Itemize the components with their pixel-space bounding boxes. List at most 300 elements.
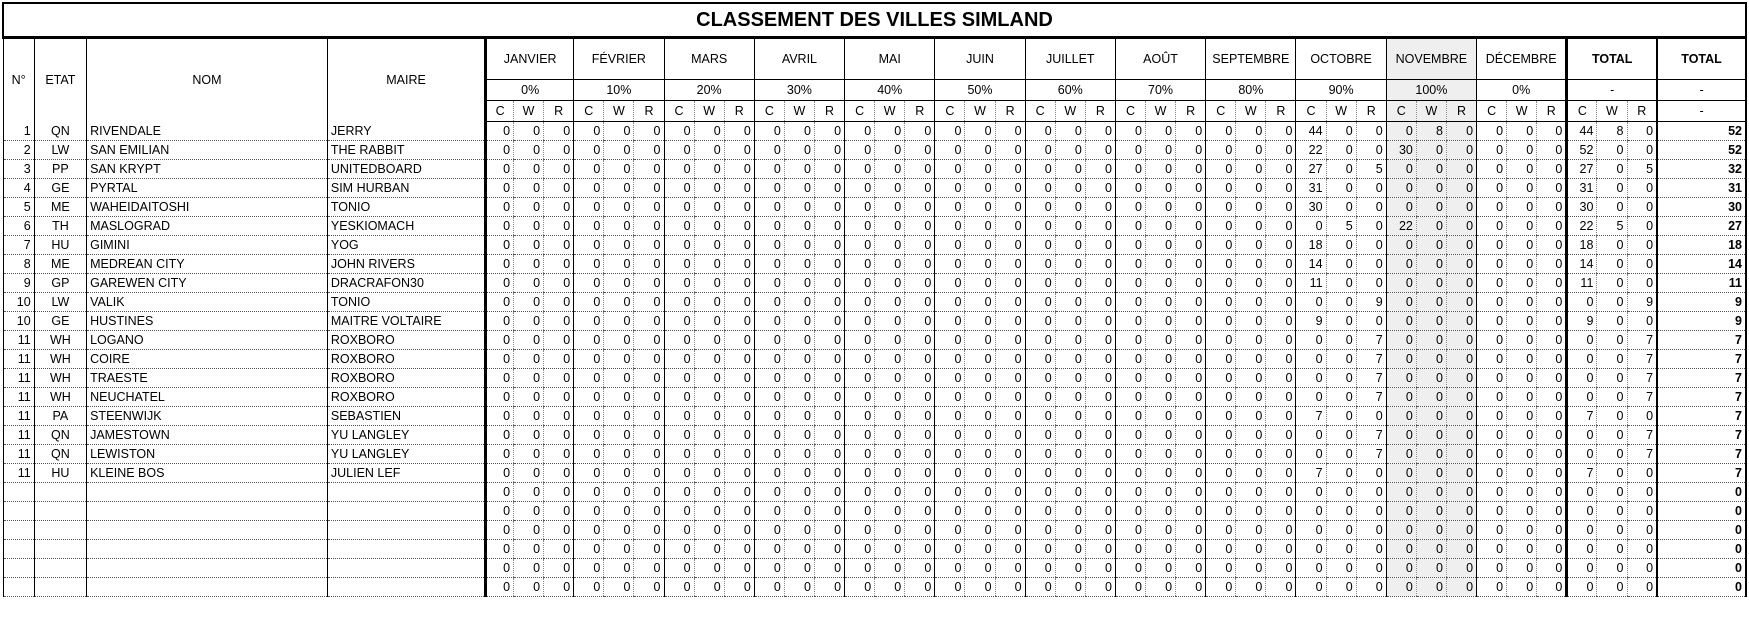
row-nom: MEDREAN CITY xyxy=(87,255,328,274)
month-value: 0 xyxy=(1115,217,1145,236)
month-value: 0 xyxy=(1477,274,1507,293)
month-value: 0 xyxy=(694,179,724,198)
month-value: 0 xyxy=(514,445,544,464)
month-value: 0 xyxy=(724,578,754,597)
month-value: 0 xyxy=(1296,559,1326,578)
month-value: 0 xyxy=(965,483,995,502)
row-nom: COIRE xyxy=(87,350,328,369)
row-maire: YU LANGLEY xyxy=(327,426,485,445)
month-value: 0 xyxy=(784,464,814,483)
month-value: 0 xyxy=(1266,483,1296,502)
month-value: 0 xyxy=(604,312,634,331)
month-percent: 10% xyxy=(574,80,664,101)
month-value: 0 xyxy=(1296,445,1326,464)
month-value: 0 xyxy=(1416,407,1446,426)
month-value: 0 xyxy=(634,407,664,426)
month-value: 0 xyxy=(664,502,694,521)
month-value: 0 xyxy=(694,198,724,217)
row-etat: WH xyxy=(34,350,86,369)
row-maire: SEBASTIEN xyxy=(327,407,485,426)
month-value: 0 xyxy=(995,407,1025,426)
month-value: 0 xyxy=(664,293,694,312)
month-value: 0 xyxy=(544,445,574,464)
month-value: 0 xyxy=(1115,445,1145,464)
month-value: 0 xyxy=(875,274,905,293)
month-value: 0 xyxy=(1206,122,1236,141)
table-row xyxy=(3,445,1746,464)
month-value: 0 xyxy=(905,578,935,597)
month-value: 0 xyxy=(1176,578,1206,597)
month-value: 0 xyxy=(664,464,694,483)
month-value: 0 xyxy=(1386,540,1416,559)
row-maire: DRACRAFON30 xyxy=(327,274,485,293)
month-value: 0 xyxy=(1085,350,1115,369)
month-value: 7 xyxy=(1356,445,1386,464)
month-value: 0 xyxy=(1386,312,1416,331)
month-value: 0 xyxy=(1477,160,1507,179)
row-maire: YOG xyxy=(327,236,485,255)
month-value: 0 xyxy=(1416,426,1446,445)
month-value: 0 xyxy=(694,293,724,312)
sub-header-w: W xyxy=(1236,101,1266,122)
month-value: 0 xyxy=(1446,502,1476,521)
month-value: 0 xyxy=(1055,502,1085,521)
month-value: 0 xyxy=(814,540,844,559)
month-value: 0 xyxy=(514,179,544,198)
total-value-w: 0 xyxy=(1597,293,1627,312)
month-value: 0 xyxy=(724,122,754,141)
row-maire: YU LANGLEY xyxy=(327,445,485,464)
month-value: 0 xyxy=(544,464,574,483)
month-value: 0 xyxy=(604,293,634,312)
month-value: 0 xyxy=(694,369,724,388)
month-value: 0 xyxy=(1025,540,1055,559)
month-value: 0 xyxy=(1537,160,1567,179)
month-value: 0 xyxy=(604,540,634,559)
month-value: 0 xyxy=(1266,141,1296,160)
month-value: 0 xyxy=(754,502,784,521)
total-value: 9 xyxy=(1657,312,1746,331)
month-value: 0 xyxy=(486,160,514,179)
month-value: 0 xyxy=(486,464,514,483)
month-value: 0 xyxy=(935,578,965,597)
month-value: 0 xyxy=(1356,521,1386,540)
month-value: 0 xyxy=(1356,141,1386,160)
row-etat: WH xyxy=(34,331,86,350)
total-value-w: 0 xyxy=(1597,255,1627,274)
table-row xyxy=(3,521,1746,540)
month-value: 0 xyxy=(1537,179,1567,198)
sub-header-r: R xyxy=(544,101,574,122)
month-value: 0 xyxy=(935,521,965,540)
month-value: 0 xyxy=(1025,122,1055,141)
month-value: 0 xyxy=(1416,464,1446,483)
month-value: 0 xyxy=(875,331,905,350)
month-value: 0 xyxy=(544,426,574,445)
sub-header-c: C xyxy=(1296,101,1326,122)
total-value-c: 0 xyxy=(1567,445,1597,464)
row-etat xyxy=(34,521,86,540)
month-value: 0 xyxy=(634,502,664,521)
month-value: 0 xyxy=(1266,122,1296,141)
month-value: 0 xyxy=(1055,141,1085,160)
row-etat: QN xyxy=(34,445,86,464)
total-value: 7 xyxy=(1657,388,1746,407)
month-value: 0 xyxy=(1206,445,1236,464)
month-value: 0 xyxy=(1296,350,1326,369)
month-value: 0 xyxy=(875,141,905,160)
month-value: 0 xyxy=(965,122,995,141)
month-value: 0 xyxy=(995,350,1025,369)
month-value: 0 xyxy=(694,255,724,274)
month-value: 7 xyxy=(1296,464,1326,483)
month-value: 0 xyxy=(1115,255,1145,274)
month-value: 0 xyxy=(634,369,664,388)
month-value: 0 xyxy=(965,236,995,255)
month-value: 0 xyxy=(1326,369,1356,388)
month-value: 0 xyxy=(1266,312,1296,331)
total-value-w: 0 xyxy=(1597,179,1627,198)
month-value: 0 xyxy=(634,179,664,198)
month-value: 0 xyxy=(1477,331,1507,350)
month-value: 0 xyxy=(574,426,604,445)
month-percent: 50% xyxy=(935,80,1025,101)
month-value: 0 xyxy=(875,236,905,255)
month-value: 0 xyxy=(1025,236,1055,255)
table-row xyxy=(3,141,1746,160)
total-value-c: 27 xyxy=(1567,160,1597,179)
month-value: 0 xyxy=(905,293,935,312)
month-value: 0 xyxy=(514,559,544,578)
month-value: 0 xyxy=(1296,369,1326,388)
month-value: 0 xyxy=(965,274,995,293)
month-value: 0 xyxy=(604,464,634,483)
month-value: 0 xyxy=(875,559,905,578)
month-percent: 100% xyxy=(1386,80,1476,101)
month-value: 0 xyxy=(724,464,754,483)
month-value: 0 xyxy=(905,369,935,388)
month-value: 0 xyxy=(1025,160,1055,179)
month-value: 0 xyxy=(754,445,784,464)
month-value: 0 xyxy=(1025,464,1055,483)
month-value: 0 xyxy=(574,578,604,597)
month-value: 0 xyxy=(1055,312,1085,331)
row-num: 11 xyxy=(3,331,34,350)
month-value: 0 xyxy=(1477,483,1507,502)
month-value: 0 xyxy=(664,350,694,369)
month-value: 0 xyxy=(486,312,514,331)
row-maire: SIM HURBAN xyxy=(327,179,485,198)
month-value: 0 xyxy=(905,236,935,255)
month-value: 0 xyxy=(1206,483,1236,502)
month-value: 0 xyxy=(1085,179,1115,198)
month-value: 0 xyxy=(1266,388,1296,407)
month-value: 0 xyxy=(814,217,844,236)
month-value: 0 xyxy=(1356,179,1386,198)
month-value: 0 xyxy=(1206,236,1236,255)
month-header: JANVIER xyxy=(486,38,574,80)
sub-header-c: C xyxy=(486,101,514,122)
month-value: 0 xyxy=(1326,179,1356,198)
sub-header-r: R xyxy=(1176,101,1206,122)
month-value: 0 xyxy=(1416,236,1446,255)
month-value: 0 xyxy=(784,483,814,502)
month-value: 0 xyxy=(1085,160,1115,179)
month-value: 22 xyxy=(1386,217,1416,236)
month-value: 0 xyxy=(905,312,935,331)
month-value: 0 xyxy=(604,236,634,255)
month-value: 0 xyxy=(664,141,694,160)
month-value: 0 xyxy=(995,141,1025,160)
total-value-r: 0 xyxy=(1627,559,1657,578)
month-value: 0 xyxy=(1176,255,1206,274)
month-value: 18 xyxy=(1296,236,1326,255)
month-value: 0 xyxy=(1296,483,1326,502)
month-value: 0 xyxy=(1025,578,1055,597)
month-value: 0 xyxy=(1477,350,1507,369)
month-value: 0 xyxy=(544,255,574,274)
month-percent: 20% xyxy=(664,80,754,101)
month-value: 0 xyxy=(784,388,814,407)
month-value: 0 xyxy=(574,350,604,369)
month-value: 0 xyxy=(694,540,724,559)
row-etat: PA xyxy=(34,407,86,426)
sub-header-r: R xyxy=(814,101,844,122)
total-value: 11 xyxy=(1657,274,1746,293)
month-value: 0 xyxy=(1477,312,1507,331)
total-value-r: 0 xyxy=(1627,464,1657,483)
month-value: 0 xyxy=(664,255,694,274)
month-value: 0 xyxy=(1416,559,1446,578)
month-value: 0 xyxy=(1085,141,1115,160)
month-value: 0 xyxy=(1296,217,1326,236)
month-value: 0 xyxy=(664,540,694,559)
table-row xyxy=(3,255,1746,274)
month-value: 0 xyxy=(1025,445,1055,464)
month-value: 0 xyxy=(724,350,754,369)
month-value: 0 xyxy=(1537,141,1567,160)
month-value: 0 xyxy=(754,179,784,198)
month-value: 0 xyxy=(814,141,844,160)
month-value: 0 xyxy=(1266,217,1296,236)
month-value: 0 xyxy=(1507,255,1537,274)
row-etat: ME xyxy=(34,198,86,217)
month-value: 0 xyxy=(1507,122,1537,141)
month-value: 0 xyxy=(1386,407,1416,426)
month-value: 0 xyxy=(1055,369,1085,388)
month-header: FÉVRIER xyxy=(574,38,664,80)
sub-header-c: C xyxy=(1477,101,1507,122)
sub-header-w: W xyxy=(875,101,905,122)
month-value: 0 xyxy=(1416,369,1446,388)
month-header: JUILLET xyxy=(1025,38,1115,80)
total-value: 7 xyxy=(1657,426,1746,445)
month-value: 0 xyxy=(1085,388,1115,407)
month-value: 0 xyxy=(604,331,634,350)
month-value: 0 xyxy=(965,464,995,483)
total-value-w: 0 xyxy=(1597,141,1627,160)
month-value: 0 xyxy=(814,293,844,312)
month-value: 0 xyxy=(664,198,694,217)
month-value: 0 xyxy=(965,407,995,426)
sub-header-c: C xyxy=(754,101,784,122)
month-value: 0 xyxy=(1446,521,1476,540)
month-value: 7 xyxy=(1296,407,1326,426)
month-value: 0 xyxy=(1266,578,1296,597)
header-nom: NOM xyxy=(87,38,328,122)
month-value: 0 xyxy=(1176,445,1206,464)
row-maire: MAITRE VOLTAIRE xyxy=(327,312,485,331)
month-value: 0 xyxy=(1206,179,1236,198)
month-value: 0 xyxy=(995,236,1025,255)
month-value: 0 xyxy=(1085,407,1115,426)
row-maire xyxy=(327,483,485,502)
month-value: 0 xyxy=(1206,293,1236,312)
month-value: 0 xyxy=(875,122,905,141)
month-value: 0 xyxy=(845,483,875,502)
month-value: 0 xyxy=(1176,464,1206,483)
month-value: 0 xyxy=(486,217,514,236)
month-value: 0 xyxy=(1176,559,1206,578)
month-value: 0 xyxy=(664,369,694,388)
row-num: 6 xyxy=(3,217,34,236)
month-value: 0 xyxy=(1326,521,1356,540)
month-value: 0 xyxy=(1446,122,1476,141)
month-value: 0 xyxy=(814,312,844,331)
month-value: 0 xyxy=(965,141,995,160)
total-value-r: 7 xyxy=(1627,445,1657,464)
total-value: 52 xyxy=(1657,141,1746,160)
month-value: 0 xyxy=(935,407,965,426)
month-value: 0 xyxy=(1507,407,1537,426)
total-value-c: 0 xyxy=(1567,293,1597,312)
month-value: 0 xyxy=(845,198,875,217)
month-value: 0 xyxy=(1055,255,1085,274)
month-value: 0 xyxy=(905,217,935,236)
month-value: 0 xyxy=(784,236,814,255)
month-value: 0 xyxy=(1356,312,1386,331)
total-value-r: 0 xyxy=(1627,122,1657,141)
month-value: 0 xyxy=(1206,198,1236,217)
ranking-table xyxy=(2,2,1747,597)
month-value: 0 xyxy=(724,502,754,521)
total-value-c: 0 xyxy=(1567,540,1597,559)
month-value: 0 xyxy=(814,350,844,369)
month-value: 0 xyxy=(1446,464,1476,483)
total-value-c: 0 xyxy=(1567,578,1597,597)
month-value: 0 xyxy=(694,521,724,540)
month-value: 0 xyxy=(544,502,574,521)
month-value: 0 xyxy=(694,388,724,407)
month-value: 0 xyxy=(544,540,574,559)
month-value: 0 xyxy=(1356,540,1386,559)
month-value: 0 xyxy=(1055,236,1085,255)
table-row xyxy=(3,331,1746,350)
row-etat: WH xyxy=(34,388,86,407)
month-value: 0 xyxy=(694,217,724,236)
month-value: 0 xyxy=(1386,236,1416,255)
month-value: 0 xyxy=(1356,122,1386,141)
month-value: 0 xyxy=(1146,274,1176,293)
month-value: 0 xyxy=(1146,255,1176,274)
month-value: 0 xyxy=(664,483,694,502)
month-value: 0 xyxy=(1146,464,1176,483)
month-value: 0 xyxy=(574,160,604,179)
sub-header-w: W xyxy=(1326,101,1356,122)
month-value: 0 xyxy=(814,160,844,179)
month-value: 0 xyxy=(754,540,784,559)
month-value: 0 xyxy=(875,540,905,559)
month-value: 0 xyxy=(935,331,965,350)
month-value: 0 xyxy=(574,255,604,274)
month-value: 0 xyxy=(1206,559,1236,578)
month-value: 0 xyxy=(1055,521,1085,540)
month-value: 0 xyxy=(1326,236,1356,255)
month-value: 0 xyxy=(544,388,574,407)
sub-header-c: C xyxy=(574,101,604,122)
sub-header-w: W xyxy=(1416,101,1446,122)
month-value: 0 xyxy=(1326,407,1356,426)
month-percent: 90% xyxy=(1296,80,1386,101)
total-crw-dash: - xyxy=(1567,80,1657,101)
sub-header-w: W xyxy=(1507,101,1537,122)
month-value: 0 xyxy=(1477,426,1507,445)
month-value: 0 xyxy=(1146,578,1176,597)
header-maire: MAIRE xyxy=(327,38,485,122)
month-value: 0 xyxy=(1025,521,1055,540)
row-etat: ME xyxy=(34,255,86,274)
month-value: 0 xyxy=(1326,293,1356,312)
month-value: 0 xyxy=(754,236,784,255)
month-value: 0 xyxy=(784,198,814,217)
month-value: 0 xyxy=(1507,274,1537,293)
month-value: 0 xyxy=(1146,141,1176,160)
month-value: 0 xyxy=(1446,483,1476,502)
month-value: 0 xyxy=(995,521,1025,540)
month-value: 0 xyxy=(1176,502,1206,521)
total-value: 31 xyxy=(1657,179,1746,198)
month-value: 0 xyxy=(965,521,995,540)
month-value: 0 xyxy=(1115,312,1145,331)
month-value: 0 xyxy=(1236,160,1266,179)
month-value: 0 xyxy=(664,445,694,464)
month-value: 0 xyxy=(1206,141,1236,160)
month-value: 0 xyxy=(935,217,965,236)
month-value: 0 xyxy=(845,255,875,274)
month-value: 0 xyxy=(1537,464,1567,483)
month-value: 0 xyxy=(965,578,995,597)
month-value: 0 xyxy=(1176,331,1206,350)
month-value: 0 xyxy=(1507,179,1537,198)
month-value: 0 xyxy=(784,578,814,597)
sub-header-w: W xyxy=(1055,101,1085,122)
month-value: 0 xyxy=(724,483,754,502)
row-etat: TH xyxy=(34,217,86,236)
month-value: 0 xyxy=(1507,426,1537,445)
month-value: 0 xyxy=(574,502,604,521)
month-value: 0 xyxy=(1206,540,1236,559)
total-value-w: 0 xyxy=(1597,521,1627,540)
row-etat: GP xyxy=(34,274,86,293)
month-value: 0 xyxy=(1115,559,1145,578)
month-value: 0 xyxy=(1115,483,1145,502)
month-value: 0 xyxy=(634,217,664,236)
month-value: 0 xyxy=(1446,369,1476,388)
month-value: 0 xyxy=(574,141,604,160)
month-value: 0 xyxy=(1025,179,1055,198)
month-value: 0 xyxy=(1507,578,1537,597)
month-value: 0 xyxy=(1236,217,1266,236)
